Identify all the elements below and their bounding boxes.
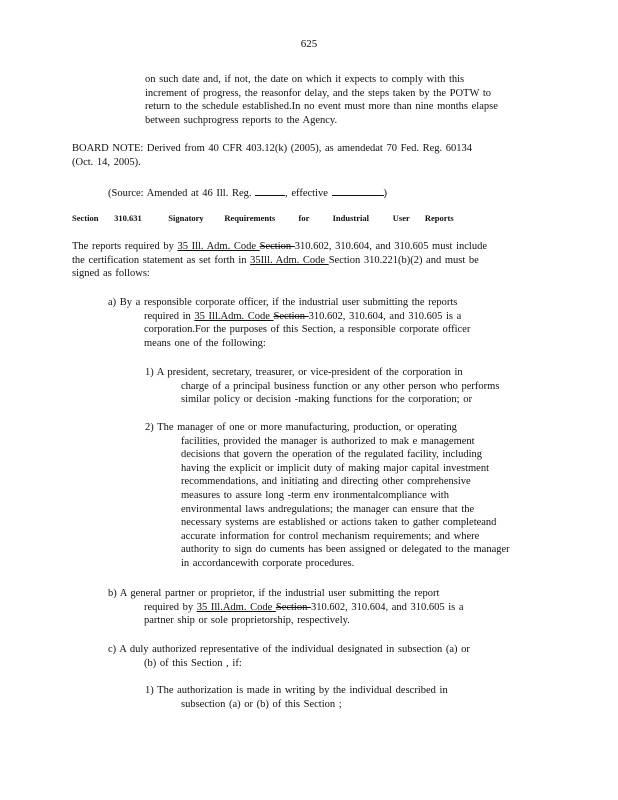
intro-ref-2: 35Ill. Adm. Code (250, 254, 329, 266)
item-b-line-2-rest: 310.602, 310.604, and 310.605 is a (310, 601, 464, 613)
item-a-line-3: corporation.For the purposes of this Section, a responsible corporate officer (144, 324, 471, 336)
item-a-ref: 35 Ill.Adm. Code (194, 310, 274, 322)
board-note-line-1: BOARD NOTE: Derived from 40 CFR 403.12(k) (2005), as amendedat 70 Fed. Reg. 60134 (72, 143, 472, 154)
item-c (108, 643, 514, 670)
item-a-1-line-2: charge of a principal business function or any other person who performs (181, 380, 500, 392)
heading-section-word: Section (72, 213, 99, 223)
item-a-1-line-3: similar policy or decision -making functions for the corporation; or (181, 394, 472, 406)
item-a-2-line-3: decisions that govern the operation of the regulated facility, including (181, 449, 483, 461)
item-b-ref: 35 Ill.Adm. Code (196, 601, 276, 613)
intro-ref-1: 35 Ill. Adm. Code (177, 241, 260, 252)
item-a-2 (145, 421, 533, 571)
item-a-line-2-text: required in (144, 310, 195, 322)
item-c-1 (145, 684, 485, 711)
item-a-2-line-4: having the explicit or implicit duty of making major capital investment (181, 462, 490, 474)
item-b-line-1: b) A general partner or proprietor, if the industrial user submitting the report (108, 588, 440, 599)
continuation-line-1: on such date and, if not, the date on which it expects to comply with this (145, 74, 465, 85)
heading-word-signatory: Signatory (168, 213, 204, 223)
item-a-line-2 (108, 310, 500, 324)
board-note (72, 142, 532, 169)
intro-text-a: The reports required by (72, 241, 178, 252)
item-a-2-line-5: recommendations, and initiating and directing other comprehensive (181, 476, 471, 488)
item-c-1-line-1: 1) The authorization is made in writing by the individual described in (145, 685, 448, 696)
section-heading (72, 212, 502, 226)
continuation-line-2: increment of progress, the reasonfor delay, and the steps taken by the POTW to (145, 87, 491, 99)
heading-section-number: 310.631 (114, 213, 142, 223)
heading-word-reports: Reports (424, 213, 454, 223)
item-a-2-line-11: in accordancewith corporate procedures. (181, 557, 355, 569)
heading-word-user: User (392, 213, 410, 223)
item-a-deleted: Section (273, 310, 309, 322)
item-c-line-1: c) A duly authorized representative of the individual designated in subsection (a) or (108, 644, 470, 655)
item-c-1-line-2: subsection (a) or (b) of this Section ; (181, 698, 342, 710)
item-b-line-2-text: required by (144, 601, 197, 613)
item-a-2-line-2: facilities, provided the manager is authorized to mak e management (181, 435, 475, 447)
source-suffix: ) (383, 188, 388, 199)
item-b-line-2 (108, 601, 500, 615)
item-a-2-line-9: accurate information for control mechanism requirements; and where (181, 530, 480, 542)
item-b (108, 587, 500, 628)
item-a-1 (145, 366, 531, 407)
item-a-line-4: means one of the following: (144, 337, 266, 349)
intro-text-b: 310.602, 310.604, and 310.605 must include (294, 241, 488, 252)
intro-text-e: signed as follows: (72, 268, 150, 280)
source-effective-blank (332, 185, 384, 196)
item-a-2-line-6: measures to assure long -term env ironmentalcompliance with (181, 489, 449, 501)
item-a-1-line-1: 1) A president, secretary, treasurer, or vice-president of the corporation in (145, 367, 463, 378)
continuation-paragraph (145, 73, 531, 127)
heading-word-requirements: Requirements (224, 213, 276, 223)
intro-deleted-1: Section (259, 241, 295, 252)
intro-paragraph (72, 240, 524, 281)
item-b-line-3: partner ship or sole proprietorship, respectively. (144, 615, 350, 627)
item-a-line-2-rest: 310.602, 310.604, and 310.605 is a (308, 310, 462, 322)
item-a-line-1: a) By a responsible corporate officer, if the industrial user submitting the reports (108, 297, 458, 308)
item-b-deleted: Section (275, 601, 311, 613)
heading-word-for: for (298, 213, 310, 223)
continuation-line-3: return to the schedule established.In no event must more than nine months elapse (145, 101, 498, 113)
source-reg-blank (255, 185, 285, 196)
item-a-2-line-7: environmental laws andregulations; the manager can ensure that the (181, 503, 475, 515)
source-line (108, 185, 528, 201)
item-a-2-line-10: authority to sign do cuments has been assigned or delegated to the manager (181, 544, 510, 556)
heading-word-industrial: Industrial (332, 213, 369, 223)
source-mid: , effective (285, 188, 332, 199)
board-note-line-2: (Oct. 14, 2005). (72, 156, 141, 168)
source-prefix: (Source: Amended at 46 Ill. Reg. (108, 188, 256, 199)
item-a (108, 296, 500, 350)
page-number: 625 (300, 38, 318, 50)
intro-text-c: the certification statement as set forth in (72, 254, 251, 266)
intro-text-d: Section 310.221(b)(2) and must be (328, 254, 479, 266)
item-a-2-line-1: 2) The manager of one or more manufacturing, production, or operating (145, 422, 457, 433)
item-a-2-line-8: necessary systems are established or actions taken to gather completeand (181, 517, 497, 529)
continuation-line-4: between suchprogress reports to the Agency. (145, 114, 338, 126)
item-c-line-2: (b) of this Section , if: (144, 657, 242, 669)
